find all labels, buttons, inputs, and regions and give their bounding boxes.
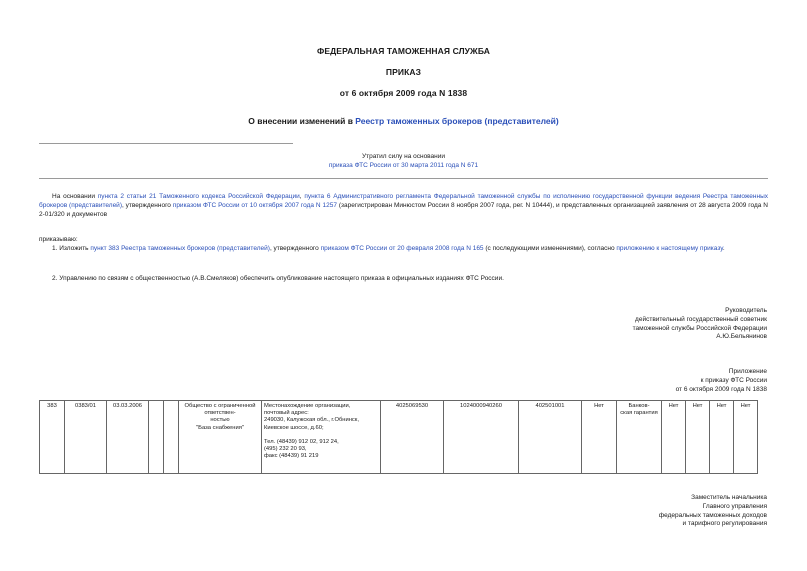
preamble-text-1: На основании	[52, 193, 98, 200]
cell-no-4: Нет	[710, 401, 734, 474]
order-word: приказываю:	[39, 236, 78, 243]
customs-code-link[interactable]: пункта 2 статьи 21 Таможенного кодекса Российской Федерации	[97, 193, 300, 200]
signature-line-2: действительный государственный советник	[635, 315, 767, 323]
org-line-4: "База снабжения"	[196, 424, 244, 431]
subject-prefix: О внесении изменений в	[248, 116, 356, 126]
cell-kpp: 402501001	[519, 401, 582, 474]
address-line-2: почтовый адрес:	[264, 410, 309, 417]
footer-line-4: и тарифного регулирования	[682, 520, 767, 528]
signature-line-3: таможенной службы Российской Федерации	[632, 324, 767, 332]
org-line-2: ответствен-	[204, 410, 236, 417]
document-subject	[0, 116, 807, 126]
guarantee-line-2: ская гарантия	[620, 410, 658, 417]
document-date: от 6 октября 2009 года N 1838	[339, 88, 468, 98]
item1-text-1: 1. Изложить	[52, 245, 91, 252]
regulation-link[interactable]: пункта 6 Административного регламента Федеральной таможенной службы по исполнению государственной функции ведения Реестра таможенных брокеров (представителей)	[39, 193, 768, 209]
org-line-3: ностью	[210, 417, 230, 424]
cell-no-2: Нет	[662, 401, 686, 474]
cell-ogrn: 1024000940260	[444, 401, 519, 474]
cell-address	[262, 401, 381, 474]
subject-link[interactable]: Реестр таможенных брокеров (представителей)	[355, 116, 559, 126]
item1-text-2: , утвержденного	[269, 245, 321, 252]
address-line-3: 249030, Калужская обл., г.Обнинск,	[264, 417, 359, 424]
order-165-link[interactable]: приказом ФТС России от 20 февраля 2008 года N 165	[320, 245, 484, 252]
appendix-heading	[676, 368, 767, 394]
status-line: Утратил силу на основании	[361, 153, 446, 160]
signature-block	[633, 307, 767, 342]
cell-registration: 0383/01	[65, 401, 107, 474]
table-row	[40, 401, 758, 474]
appendix-line-2: к приказу ФТС России	[700, 376, 767, 384]
preamble-text-2: ,	[299, 193, 305, 200]
cell-no-5: Нет	[734, 401, 758, 474]
item1-text-3: (с последующими изменениями), согласно	[483, 245, 617, 252]
registry-item-383-link[interactable]: пункт 383 Реестра таможенных брокеров (представителей)	[90, 245, 270, 252]
address-gap	[264, 432, 378, 439]
status-link[interactable]: приказа ФТС России от 30 марта 2011 года N 671	[328, 161, 479, 169]
separator-long	[39, 178, 768, 179]
cell-no-3: Нет	[686, 401, 710, 474]
footer-line-2: Главного управления	[702, 502, 767, 510]
item1-text-4: .	[722, 245, 725, 252]
preamble-text-4: (зарегистрирован Минюстом России 8 ноября 2007 года, рег. N 10444), и представленных организацией заявления от 28 августа 2009 года N 2-01/320 и документов	[39, 201, 768, 218]
cell-guarantee	[617, 401, 662, 474]
document-type: ПРИКАЗ	[385, 67, 422, 77]
org-line-1: Общество с ограниченной	[184, 403, 256, 409]
item-2-paragraph: 2. Управлению по связям с общественностью (А.В.Смеляков) обеспечить опубликование настоящего приказа в официальных изданиях ФТС России.	[52, 275, 504, 282]
guarantee-line-1: Банков-	[628, 403, 650, 409]
address-line-1: Местонахождение организации,	[264, 403, 351, 409]
cell-organization	[179, 401, 262, 474]
cell-date: 03.03.2006	[107, 401, 149, 474]
cell-no-1: Нет	[582, 401, 617, 474]
preamble-paragraph	[39, 193, 768, 219]
address-line-4: Киевское шоссе, д.60;	[264, 424, 324, 431]
appendix-line-3: от 6 октября 2009 года N 1838	[675, 385, 767, 393]
fax-line: факс (48439) 91 219	[264, 453, 319, 460]
agency-title: ФЕДЕРАЛЬНАЯ ТАМОЖЕННАЯ СЛУЖБА	[317, 46, 490, 56]
footer-signature	[659, 494, 767, 529]
appendix-line-1: Приложение	[728, 368, 767, 375]
footer-line-1: Заместитель начальника	[691, 494, 767, 501]
phone-line-2: (495) 232 20 93,	[264, 446, 307, 453]
cell-empty-1	[149, 401, 164, 474]
registry-table	[39, 400, 758, 474]
separator-short	[39, 143, 293, 144]
preamble-text-3: , утвержденного	[121, 201, 173, 209]
status-note	[0, 153, 807, 170]
cell-inn: 4025069530	[381, 401, 444, 474]
signature-line-1: Руководитель	[725, 307, 767, 314]
cell-number: 383	[40, 401, 65, 474]
footer-line-3: федеральных таможенных доходов	[658, 511, 767, 519]
signature-line-4: А.Ю.Бельянинов	[716, 333, 767, 341]
order-1257-link[interactable]: приказом ФТС России от 10 октября 2007 года N 1257	[172, 201, 337, 209]
cell-empty-2	[164, 401, 179, 474]
item-1-paragraph	[39, 245, 768, 254]
phone-line-1: Тел. (48439) 912 02, 912 24,	[264, 438, 339, 445]
appendix-link[interactable]: приложению к настоящему приказу	[616, 245, 723, 252]
